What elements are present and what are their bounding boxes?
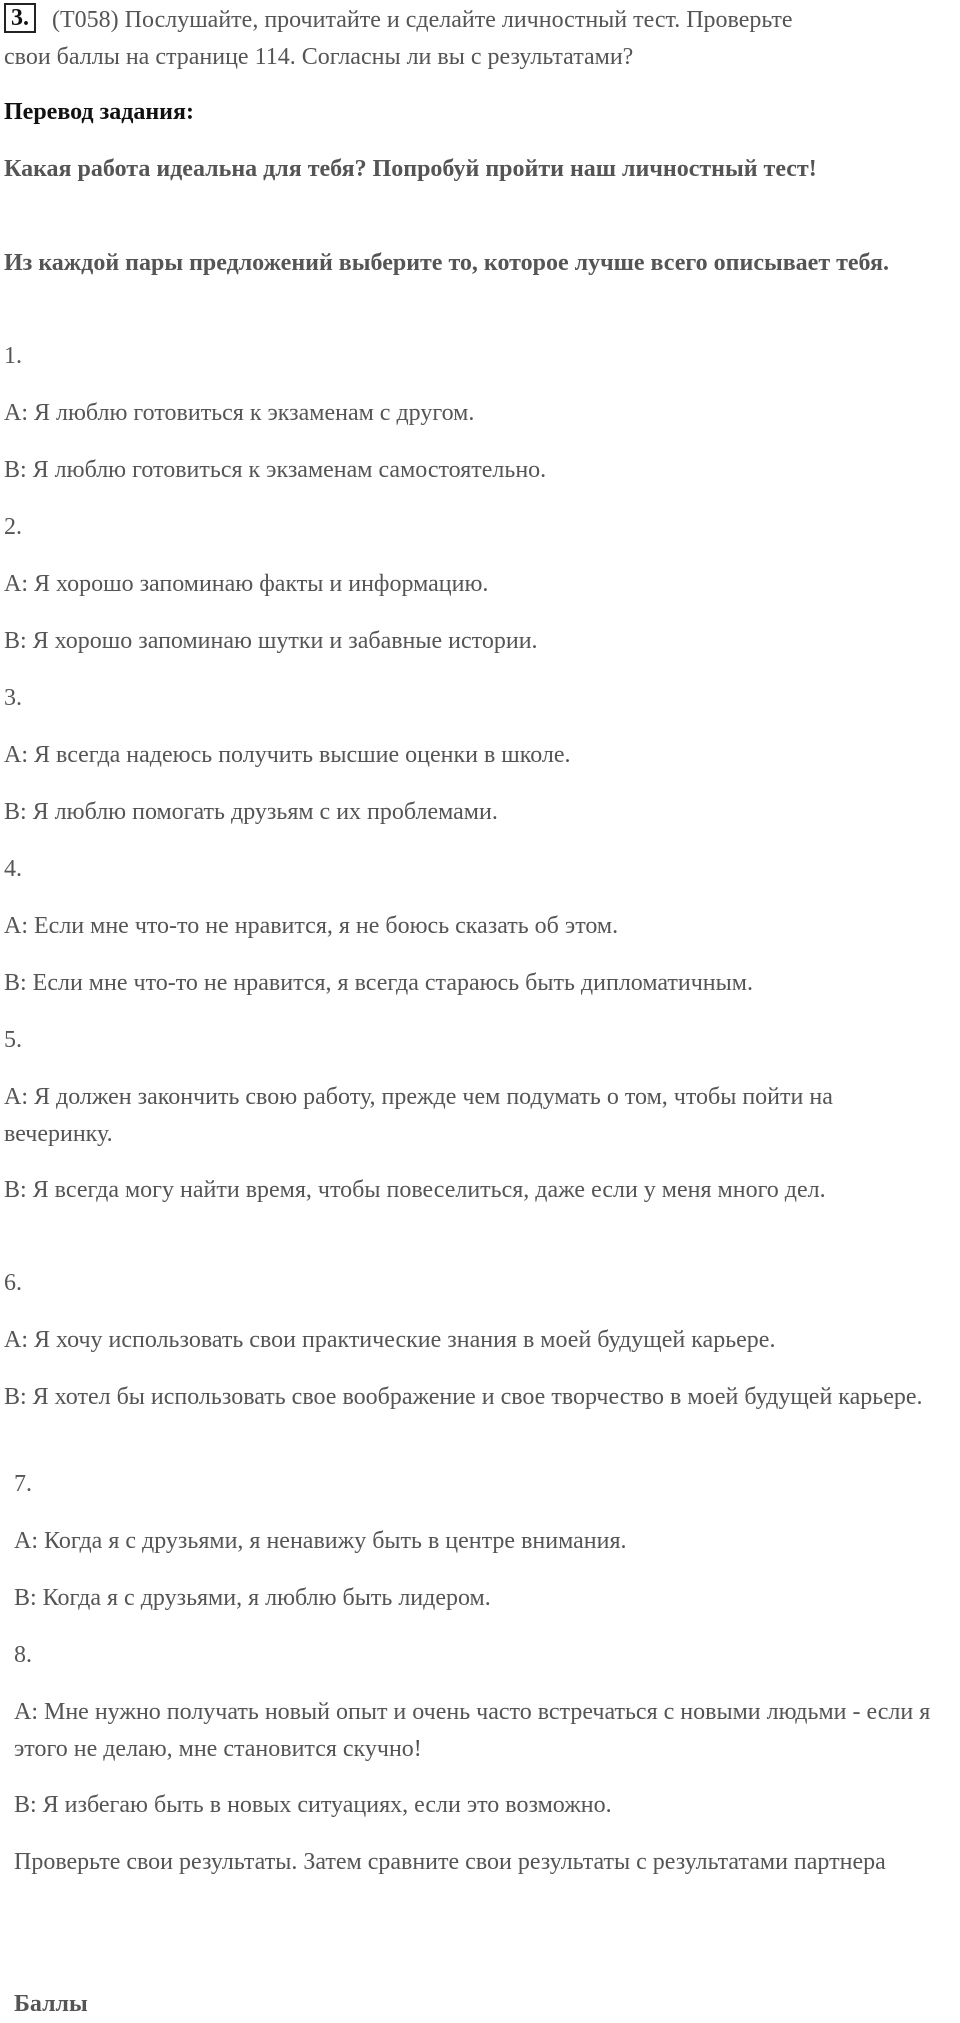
option-a: А: Если мне что-то не нравится, я не боюсь сказать об этом.	[4, 913, 619, 939]
question-number: 6.	[4, 1270, 22, 1296]
question-number: 8.	[14, 1642, 32, 1668]
question-number: 1.	[4, 343, 22, 369]
task-text-line-1: (T058) Послушайте, прочитайте и сделайте личностный тест. Проверьте	[52, 7, 793, 33]
option-b: В: Когда я с друзьями, я люблю быть лидером.	[14, 1585, 491, 1611]
option-a: А: Я люблю готовиться к экзаменам с другом.	[4, 400, 475, 426]
option-b: В: Я хотел бы использовать свое воображение и свое творчество в моей будущей карьере.	[4, 1384, 923, 1410]
scores-heading: Баллы	[14, 1991, 88, 2017]
task-statement	[4, 2, 934, 76]
question-number: 3.	[4, 685, 22, 711]
option-b: В: Я избегаю быть в новых ситуациях, если это возможно.	[14, 1792, 612, 1818]
translation-heading: Перевод задания:	[4, 99, 194, 125]
option-b: В: Я хорошо запоминаю шутки и забавные истории.	[4, 628, 538, 654]
closing-instruction: Проверьте свои результаты. Затем сравните свои результаты с результатами партнера	[14, 1849, 886, 1875]
question-number: 4.	[4, 856, 22, 882]
task-text-line-2: свои баллы на странице 114. Согласны ли вы с результатами?	[4, 44, 634, 70]
option-a: А: Я должен закончить свою работу, прежде чем подумать о том, чтобы пойти на вечеринку.	[4, 1084, 833, 1147]
option-a: А: Я хорошо запоминаю факты и информацию.	[4, 571, 489, 597]
option-a: А: Я всегда надеюсь получить высшие оценки в школе.	[4, 742, 571, 768]
intro-instruction: Из каждой пары предложений выберите то, которое лучше всего описывает тебя.	[4, 250, 889, 276]
option-b: В: Если мне что-то не нравится, я всегда стараюсь быть дипломатичным.	[4, 970, 753, 996]
intro-title: Какая работа идеальна для тебя? Попробуй пройти наш личностный тест!	[4, 156, 817, 182]
option-b: В: Я люблю готовиться к экзаменам самостоятельно.	[4, 457, 547, 483]
option-b: В: Я всегда могу найти время, чтобы повеселиться, даже если у меня много дел.	[4, 1177, 826, 1203]
question-number: 2.	[4, 514, 22, 540]
question-number: 7.	[14, 1471, 32, 1497]
option-a: А: Когда я с друзьями, я ненавижу быть в центре внимания.	[14, 1528, 627, 1554]
option-b: В: Я люблю помогать друзьям с их проблемами.	[4, 799, 498, 825]
option-a: А: Я хочу использовать свои практические знания в моей будущей карьере.	[4, 1327, 776, 1353]
task-number: 3.	[4, 3, 36, 33]
question-number: 5.	[4, 1027, 22, 1053]
option-a: А: Мне нужно получать новый опыт и очень часто встречаться с новыми людьми - если я этого не делаю, мне становится скучно!	[14, 1699, 931, 1762]
